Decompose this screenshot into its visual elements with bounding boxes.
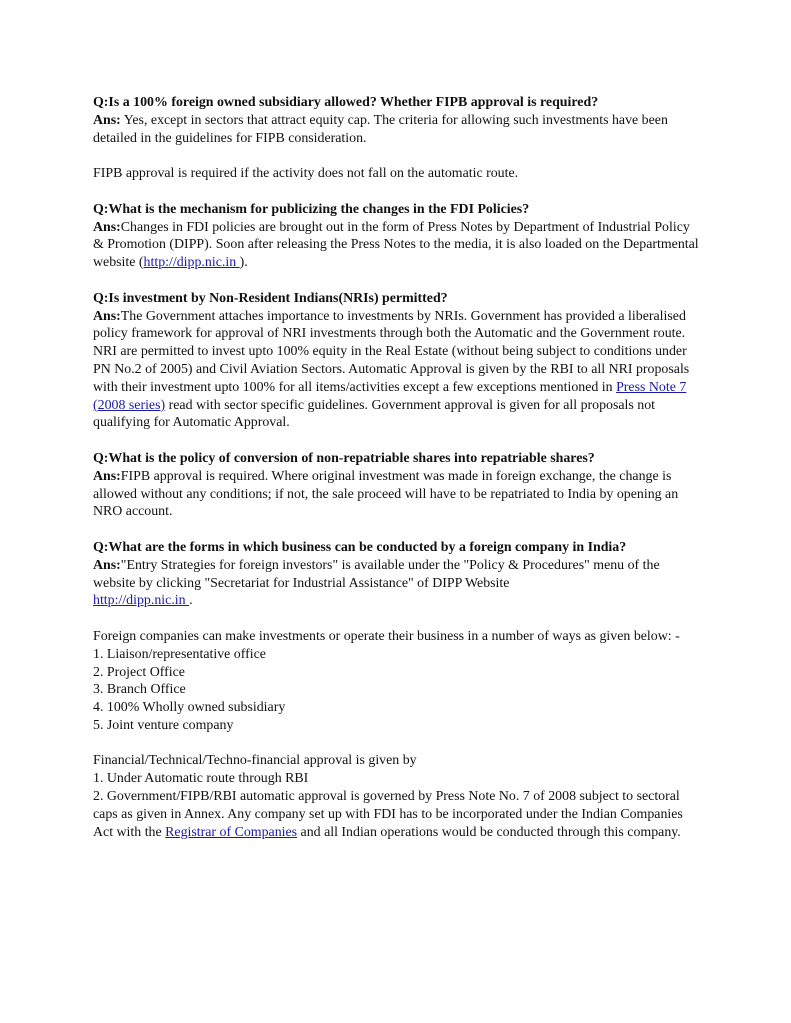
answer-text-end: . xyxy=(189,593,193,609)
question-fipb-subsidiary: Q:Is a 100% foreign owned subsidiary allowed? Whether FIPB approval is required? xyxy=(93,95,599,110)
answer-text: "Entry Strategies for foreign investors" is available under the "Policy & Procedures" menu of the website by clicking "Secretariat for Industrial Assistance" of DIPP Website xyxy=(93,557,660,591)
answer-label: Ans: xyxy=(93,112,121,128)
answer-nri-investment xyxy=(93,308,699,433)
document-page xyxy=(93,94,699,841)
approval-item-2 xyxy=(93,788,699,841)
answer-label: Ans: xyxy=(93,557,121,573)
list-item: 2. Project Office xyxy=(93,664,185,680)
answer-text: Yes, except in sectors that attract equity cap. The criteria for allowing such investments have been detailed in the guidelines for FIPB consideration. xyxy=(93,112,668,146)
approval-intro: Financial/Technical/Techno-financial approval is given by xyxy=(93,753,417,769)
question-fdi-publicizing: Q:What is the mechanism for publicizing the changes in the FDI Policies? xyxy=(93,201,530,217)
answer-text: Changes in FDI policies are brought out in the form of Press Notes by Department of Industrial Policy & Promotion (DIPP). Soon after releasing the Press Notes to the media, it is also loaded on the Departmental website ( xyxy=(93,219,699,271)
answer-label: Ans: xyxy=(93,468,121,484)
approval-text: 2. Government/FIPB/RBI automatic approval is governed by Press Note No. 7 of 2008 subject to sectoral caps as given in Annex. Any company set up with FDI has to be incorporated under the Indian Companies Act with the xyxy=(93,789,683,840)
answer-text-end: ). xyxy=(239,255,248,271)
question-share-conversion: Q:What is the policy of conversion of non-repatriable shares into repatriable shares? xyxy=(93,450,595,466)
list-item: 5. Joint venture company xyxy=(93,717,234,733)
answer-label: Ans: xyxy=(93,219,121,235)
dipp-website-link[interactable]: http://dipp.nic.in xyxy=(143,255,240,271)
list-item: 4. 100% Wholly owned subsidiary xyxy=(93,700,286,716)
approval-text-end: and all Indian operations would be conducted through this company. xyxy=(297,824,681,840)
press-note-7-link[interactable]: Press Note 7 (2008 series) xyxy=(93,379,687,413)
question-business-forms: Q:What are the forms in which business can be conducted by a foreign company in India? xyxy=(93,539,627,555)
business-forms-intro: Foreign companies can make investments or operate their business in a number of ways as given below: - xyxy=(93,628,680,644)
approval-item-1: 1. Under Automatic route through RBI xyxy=(93,771,309,787)
answer-label: Ans: xyxy=(93,308,121,324)
registrar-of-companies-link[interactable]: Registrar of Companies xyxy=(165,824,298,840)
list-item: 1. Liaison/representative office xyxy=(93,646,266,662)
answer-fipb-subsidiary xyxy=(93,112,699,148)
answer-fdi-publicizing xyxy=(93,219,699,272)
answer-text: FIPB approval is required. Where original investment was made in foreign exchange, the change is allowed without any conditions; if not, the sale proceed will have to be repatriated to India by opening an NRO account. xyxy=(93,468,679,520)
answer-business-forms xyxy=(93,557,699,610)
answer-text-end: read with sector specific guidelines. Government approval is given for all proposals not qualifying for Automatic Approval. xyxy=(93,397,656,431)
answer-share-conversion xyxy=(93,468,699,521)
answer-text: The Government attaches importance to investments by NRIs. Government has provided a liberalised policy framework for approval of NRI investments through both the Automatic and the Government route. NRI are permitted to invest upto 100% equity in the Real Estate (without being subject to conditions under PN No.2 of 2005) and Civil Aviation Sectors. Automatic Approval is given by the RBI to all NRI proposals with their investment upto 100% for all items/activities except a few exceptions mentioned in xyxy=(93,308,690,395)
question-nri-investment: Q:Is investment by Non-Resident Indians(NRIs) permitted? xyxy=(93,290,448,306)
dipp-website-link[interactable]: http://dipp.nic.in xyxy=(93,593,190,609)
list-item: 3. Branch Office xyxy=(93,682,186,698)
fipb-note: FIPB approval is required if the activity does not fall on the automatic route. xyxy=(93,166,519,182)
